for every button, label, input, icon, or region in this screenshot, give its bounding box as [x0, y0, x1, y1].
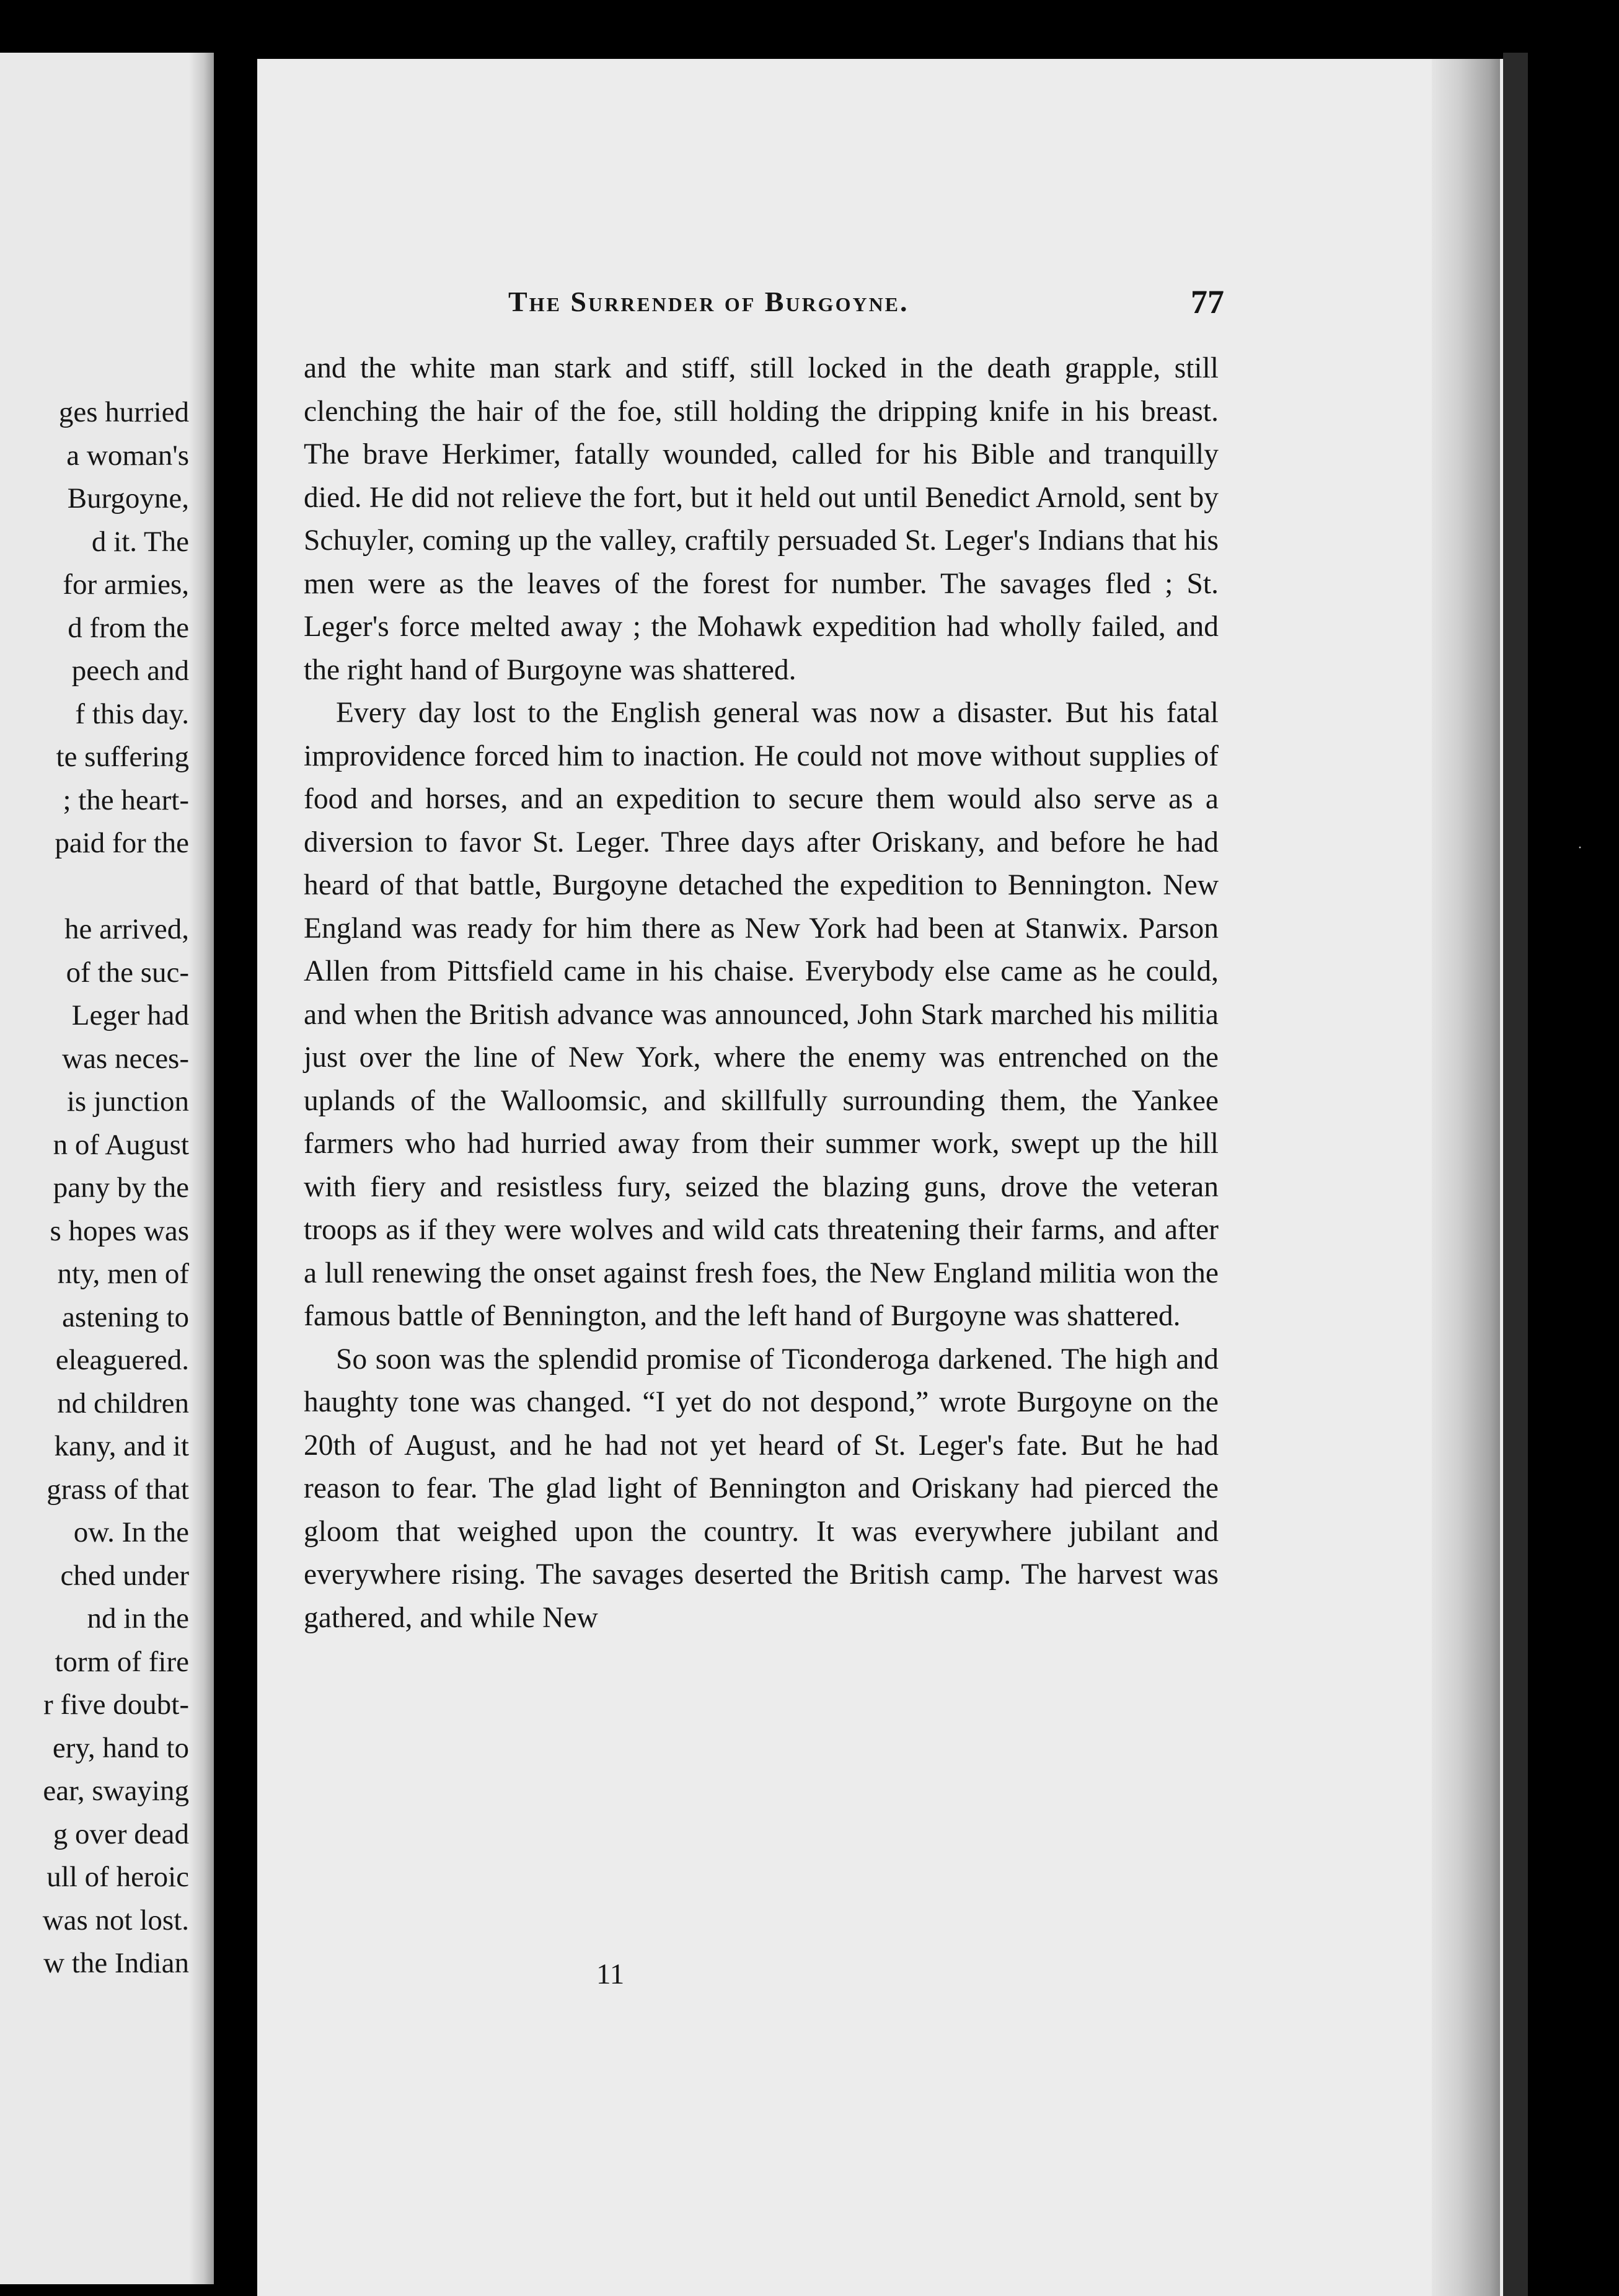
- previous-page-line: nd in the: [87, 1602, 189, 1635]
- previous-page-line: ull of heroic: [46, 1861, 189, 1893]
- previous-page-line: eleaguered.: [55, 1344, 189, 1376]
- scan-speck: ·: [1577, 840, 1582, 856]
- previous-page-line: f this day.: [75, 697, 189, 730]
- previous-page-line: ched under: [60, 1559, 189, 1592]
- paragraph-2: Every day lost to the English general was now a disaster. But his fatal improvidence forced him to inaction. He could not move without supplies of food and horses, and an expedition to secure them would also serve as a diversion to favor St. Leger. Three days after Oriskany, and before he had heard of that battle, Burgoyne detached the expedition to Bennington. New England was ready for him there as New York had been at Stanwix. Parson Allen from Pittsfield came in his chaise. Everybody else came as he could, and when the British advance was announced, John Stark marched his militia just over the line of New York, where the enemy was entrenched on the uplands of the Walloomsic, and skillfully surrounding them, the Yankee farmers who had hurried away from their summer work, swept up the hill with fiery and resistless fury, seized the blazing guns, drove the veteran troops as if they were wolves and wild cats threatening their farms, and after a lull renewing the onset against fresh foes, the New England militia won the famous battle of Bennington, and the left hand of Burgoyne was shattered.: [304, 697, 1219, 1332]
- previous-page-line: s hopes was: [50, 1214, 189, 1247]
- previous-page-line: kany, and it: [54, 1430, 189, 1462]
- previous-page-line: ery, hand to: [52, 1731, 189, 1764]
- previous-page-line: astening to: [62, 1300, 189, 1333]
- previous-page-line: r five doubt-: [43, 1689, 189, 1721]
- previous-page-line: Leger had: [71, 999, 189, 1031]
- previous-page-line: was not lost.: [42, 1904, 189, 1936]
- scan-gap: [214, 0, 257, 2296]
- previous-page-line: ; the heart-: [63, 784, 189, 816]
- page-header: [508, 285, 1224, 322]
- previous-page-line: paid for the: [55, 827, 189, 859]
- previous-page-line: w the Indian: [43, 1947, 189, 1979]
- running-title: The Surrender of Burgoyne.: [508, 286, 909, 317]
- previous-page-line: peech and: [71, 655, 189, 687]
- previous-page-line: was neces-: [62, 1042, 189, 1075]
- previous-page-line: d from the: [68, 611, 189, 644]
- previous-page-line: Burgoyne,: [67, 482, 189, 514]
- previous-page-line: a woman's: [66, 439, 189, 472]
- previous-page-line: ear, swaying: [43, 1775, 189, 1807]
- previous-page-line: grass of that: [46, 1473, 189, 1506]
- previous-page-line: is junction: [66, 1085, 189, 1118]
- previous-page-text: [0, 53, 189, 2284]
- book-gutter: [189, 53, 214, 2284]
- previous-page-line: g over dead: [53, 1817, 189, 1850]
- previous-page-line: nd children: [57, 1387, 189, 1420]
- previous-page-line: nty, men of: [57, 1258, 189, 1290]
- previous-page-line: ges hurried: [58, 396, 189, 428]
- previous-page-line: torm of fire: [55, 1645, 189, 1678]
- previous-page-line: he arrived,: [64, 913, 189, 945]
- signature-mark: 11: [596, 1958, 625, 1990]
- book-spine-edge: [1503, 53, 1528, 2296]
- paragraph-1: and the white man stark and stiff, still locked in the death grapple, still clenching the hair of the foe, still holding the dripping knife in his breast. The brave Herkimer, fatally wounded, called for his Bible and tranquilly died. He did not relieve the fort, but it held out until Benedict Arnold, sent by Schuyler, coming up the valley, craftily persuaded St. Leger's Indians that his men were as the leaves of the forest for number. The savages fled ; St. Leger's force melted away ; the Mohawk expedition had wholly failed, and the right hand of Burgoyne was shattered.: [304, 352, 1219, 686]
- previous-page-line: n of August: [53, 1128, 189, 1161]
- previous-page-line: of the suc-: [66, 956, 189, 989]
- scan-border: [1528, 0, 1619, 2296]
- page-edge-shadow: [1432, 59, 1500, 2296]
- previous-page-line: te suffering: [56, 741, 189, 773]
- previous-page-line: ow. In the: [73, 1516, 189, 1548]
- body-text: [304, 347, 1219, 1640]
- paragraph-3: So soon was the splendid promise of Ticonderoga darkened. The high and haughty tone was changed. “I yet do not despond,” wrote Burgoyne on the 20th of August, and he had not yet heard of St. Leger's fate. But he had reason to fear. The glad light of Bennington and Oriskany had pierced the gloom that weighed upon the country. It was everywhere jubilant and everywhere rising. The savages deserted the British camp. The harvest was gathered, and while New: [304, 1343, 1219, 1634]
- page-number: 77: [1191, 283, 1224, 320]
- previous-page-line: d it. The: [91, 525, 189, 558]
- previous-page-line: for armies,: [63, 568, 189, 601]
- previous-page-line: pany by the: [53, 1172, 189, 1204]
- previous-page: [0, 53, 214, 2284]
